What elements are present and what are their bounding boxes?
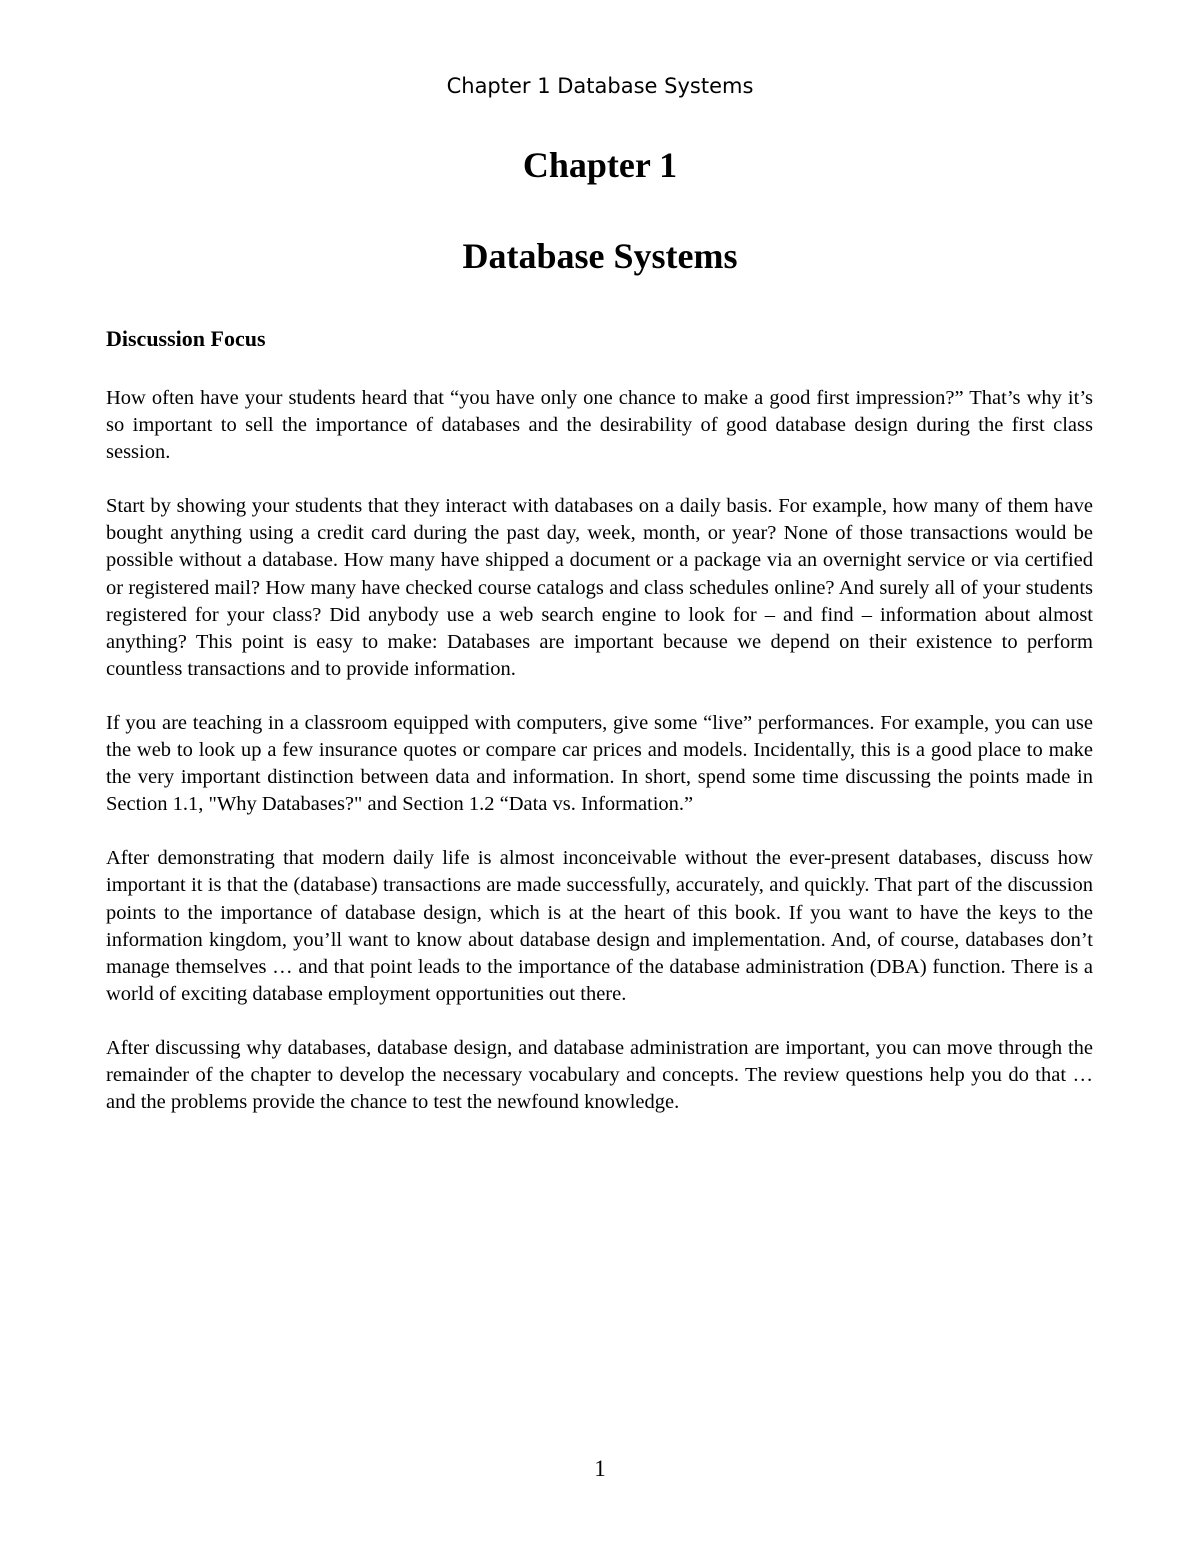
running-header: Chapter 1 Database Systems [446,74,754,98]
page-number: 1 [594,1456,606,1481]
chapter-title-heading: Database Systems [462,236,738,276]
paragraph-live-performances: If you are teaching in a classroom equipped with computers, give some “live” performances. For example, you can use the web to look up a few insurance quotes or compare car prices and models. Incidentally, this is a good place to make the very important distinction between data and information. In short, spend some time discussing the points made in Section 1.1, "Why Databases?" and Section 1.2 “Data vs. Information.” [106,711,1093,816]
chapter-number-heading: Chapter 1 [522,145,678,185]
paragraph-database-design: After demonstrating that modern daily life is almost inconceivable without the ever-present databases, discuss how important it is that the (database) transactions are made successfully, accurately, and quickly. That part of the discussion points to the importance of database design, which is at the heart of this book. If you want to have the keys to the information kingdom, you’ll want to know about database design and implementation. And, of course, databases don’t manage themselves … and that point leads to the importance of the database administration (DBA) function. There is a world of exciting database employment opportunities out there. [106,847,1093,1005]
section-heading: Discussion Focus [106,326,266,351]
discussion-focus-section [106,325,1093,1143]
paragraph-daily-databases: Start by showing your students that they interact with databases on a daily basis. For example, how many of them have bought anything using a credit card during the past day, week, month, or year? None of those transactions would be possible without a database. How many have shipped a document or a package via an overnight service or via certified or registered mail? How many have checked course catalogs and class schedules online? And surely all of your students registered for your class? Did anybody use a web search engine to look for – and find – information about almost anything? This point is easy to make: Databases are important because we depend on their existence to perform countless transactions and to provide information. [106,495,1093,680]
paragraph-remainder-of-chapter: After discussing why databases, database design, and database administration are important, you can move through the remainder of the chapter to develop the necessary vocabulary and concepts. The review questions help you do that … and the problems provide the chance to test the newfound knowledge. [106,1036,1093,1114]
paragraph-first-impression: How often have your students heard that “you have only one chance to make a good first impression?” That’s why it’s so important to sell the importance of databases and the desirability of good database design during the first class session. [106,387,1093,464]
